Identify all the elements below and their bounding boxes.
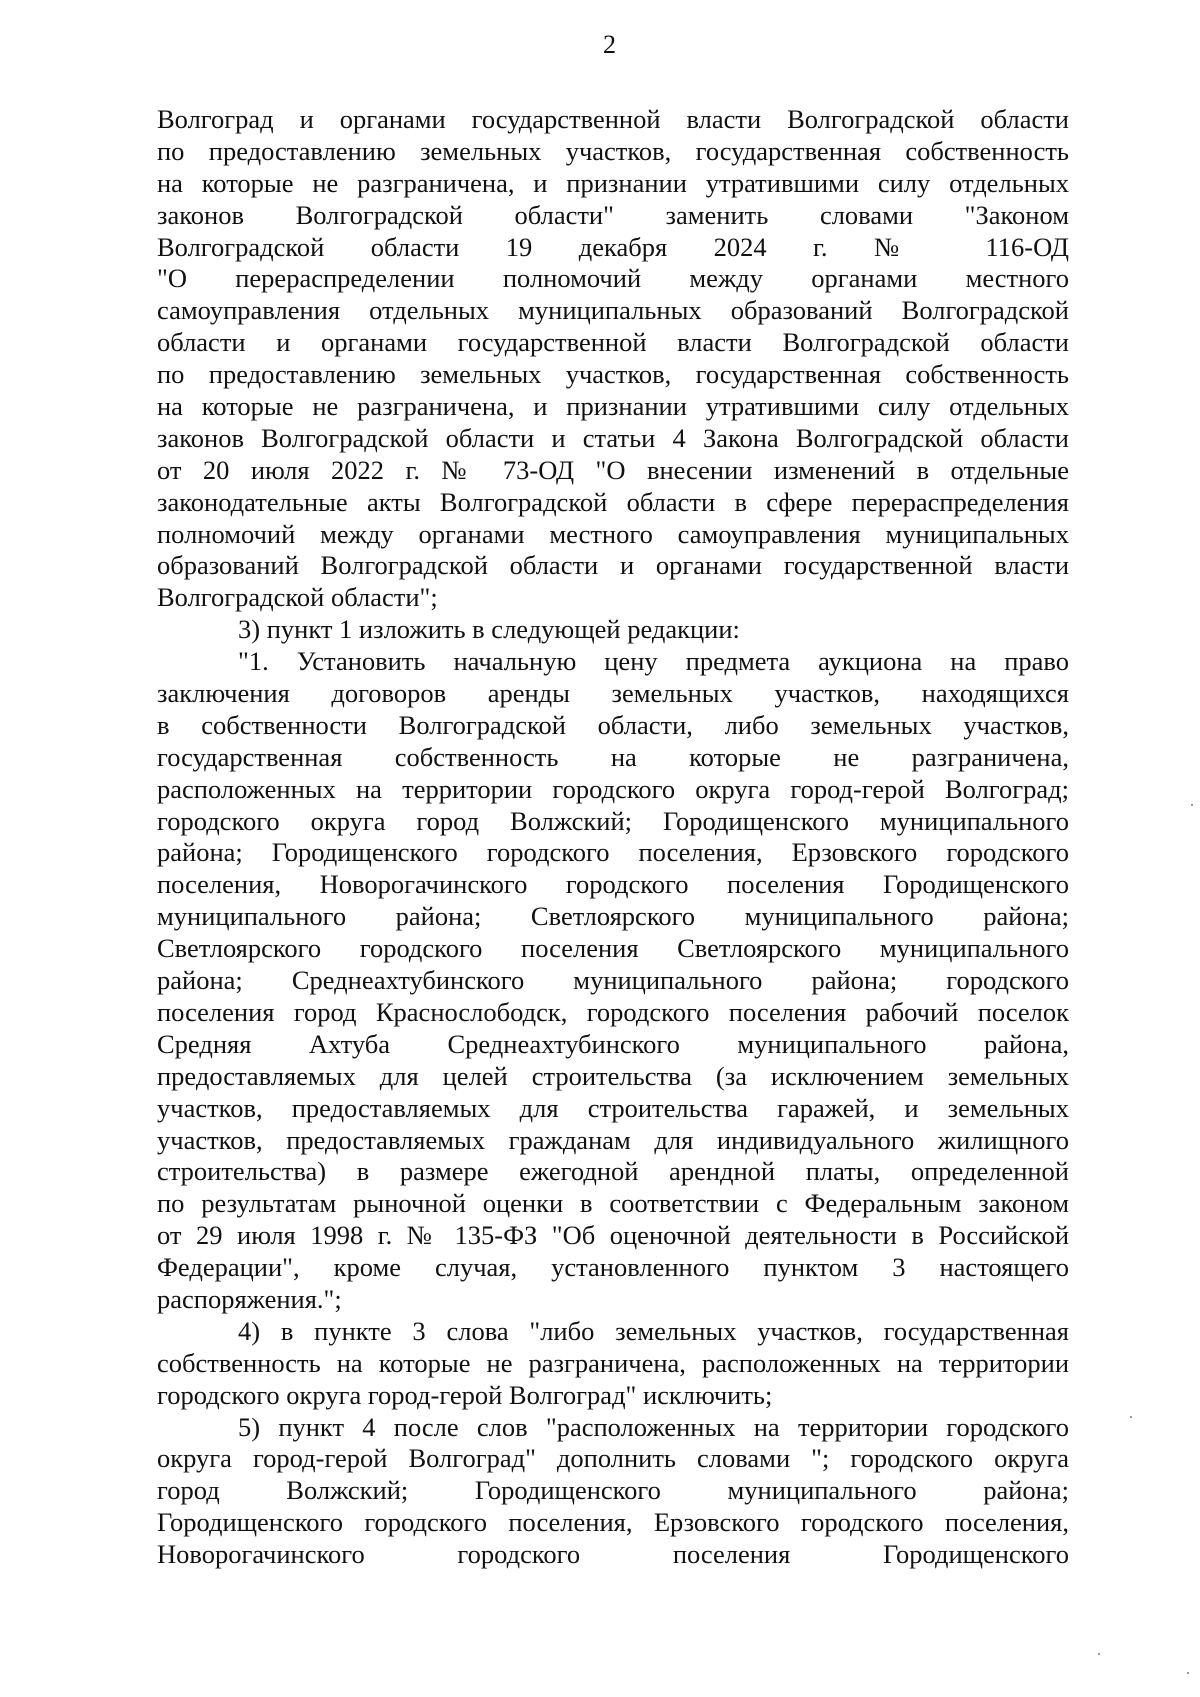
text-line: строительства) в размере ежегодной арендной платы, определенной (157, 1156, 1069, 1187)
scan-speck (1191, 804, 1193, 806)
text-line: района; Городищенского городского поселения, Ерзовского городского (157, 837, 1069, 868)
text-line: по результатам рыночной оценки в соответствии с Федеральным законом (157, 1188, 1069, 1219)
text-line: области и органами государственной власти Волгоградской области (157, 327, 1069, 358)
text-line: "1. Установить начальную цену предмета аукциона на право (238, 646, 1069, 677)
page-number: 2 (603, 30, 616, 59)
text-line: на которые не разграничена, и признании утратившими силу отдельных (157, 391, 1069, 422)
text-line: Светлоярского городского поселения Светлоярского муниципального (157, 933, 1069, 964)
text-line: от 29 июля 1998 г. № 135-ФЗ "Об оценочной деятельности в Российской (157, 1220, 1069, 1251)
text-line: собственность на которые не разграничена, расположенных на территории (157, 1347, 1069, 1378)
text-line: расположенных на территории городского округа город-герой Волгоград; (157, 773, 1069, 804)
text-line: законов Волгоградской области" заменить словами "Законом (157, 199, 1069, 230)
text-line: поселения город Краснослободск, городского поселения рабочий поселок (157, 996, 1069, 1027)
text-line: государственная собственность на которые не разграничена, (157, 741, 1069, 772)
text-line: полномочий между органами местного самоуправления муниципальных (157, 518, 1069, 549)
text-line: Средняя Ахтуба Среднеахтубинского муниципального района, (157, 1028, 1069, 1059)
scan-speck (1187, 1672, 1189, 1674)
text-line: муниципального района; Светлоярского муниципального района; (157, 901, 1069, 932)
text-line: самоуправления отдельных муниципальных образований Волгоградской (157, 295, 1069, 326)
text-line: в собственности Волгоградской области, либо земельных участков, (157, 709, 1069, 740)
text-line: законодательные акты Волгоградской области в сфере перераспределения (157, 486, 1069, 517)
text-line: Волгоградской области"; (157, 582, 438, 613)
scan-speck (1098, 1653, 1100, 1655)
text-line: округа город-герой Волгоград" дополнить словами "; городского округа (157, 1443, 1069, 1474)
text-line: предоставляемых для целей строительства (за исключением земельных (157, 1060, 1069, 1091)
text-line: от 20 июля 2022 г. № 73-ОД "О внесении изменений в отдельные (157, 454, 1069, 485)
text-line: поселения, Новорогачинского городского поселения Городищенского (157, 869, 1069, 900)
text-line: заключения договоров аренды земельных участков, находящихся (157, 678, 1069, 709)
text-line: по предоставлению земельных участков, государственная собственность (157, 135, 1069, 166)
text-line: участков, предоставляемых для строительства гаражей, и земельных (157, 1092, 1069, 1123)
text-line: района; Среднеахтубинского муниципального района; городского (157, 965, 1069, 996)
text-line: законов Волгоградской области и статьи 4 Закона Волгоградской области (157, 422, 1069, 453)
text-line: Волгоградской области 19 декабря 2024 г. № 116-ОД (157, 231, 1069, 262)
text-line: Волгоград и органами государственной власти Волгоградской области (157, 104, 1069, 134)
text-line: Новорогачинского городского поселения Городищенского (157, 1539, 1069, 1570)
text-line: Городищенского городского поселения, Ерзовского городского поселения, (157, 1507, 1069, 1538)
text-line: участков, предоставляемых гражданам для индивидуального жилищного (157, 1124, 1069, 1155)
text-line: 5) пункт 4 после слов "расположенных на территории городского (238, 1411, 1069, 1442)
text-line: 4) в пункте 3 слова "либо земельных участков, государственная (238, 1315, 1069, 1346)
text-line: на которые не разграничена, и признании утратившими силу отдельных (157, 167, 1069, 198)
text-line: городского округа город Волжский; Городищенского муниципального (157, 805, 1069, 836)
text-line: город Волжский; Городищенского муниципального района; (157, 1475, 1069, 1506)
text-line: 3) пункт 1 изложить в следующей редакции: (238, 614, 740, 645)
text-line: Федерации", кроме случая, установленного пунктом 3 настоящего (157, 1252, 1069, 1283)
document-body (157, 104, 1069, 1571)
scan-speck (1130, 1416, 1132, 1418)
text-line: по предоставлению земельных участков, государственная собственность (157, 359, 1069, 390)
text-line: "О перераспределении полномочий между органами местного (157, 263, 1069, 294)
text-line: городского округа город-герой Волгоград" исключить; (157, 1379, 773, 1410)
text-line: образований Волгоградской области и органами государственной власти (157, 550, 1069, 581)
text-line: распоряжения."; (157, 1283, 342, 1314)
